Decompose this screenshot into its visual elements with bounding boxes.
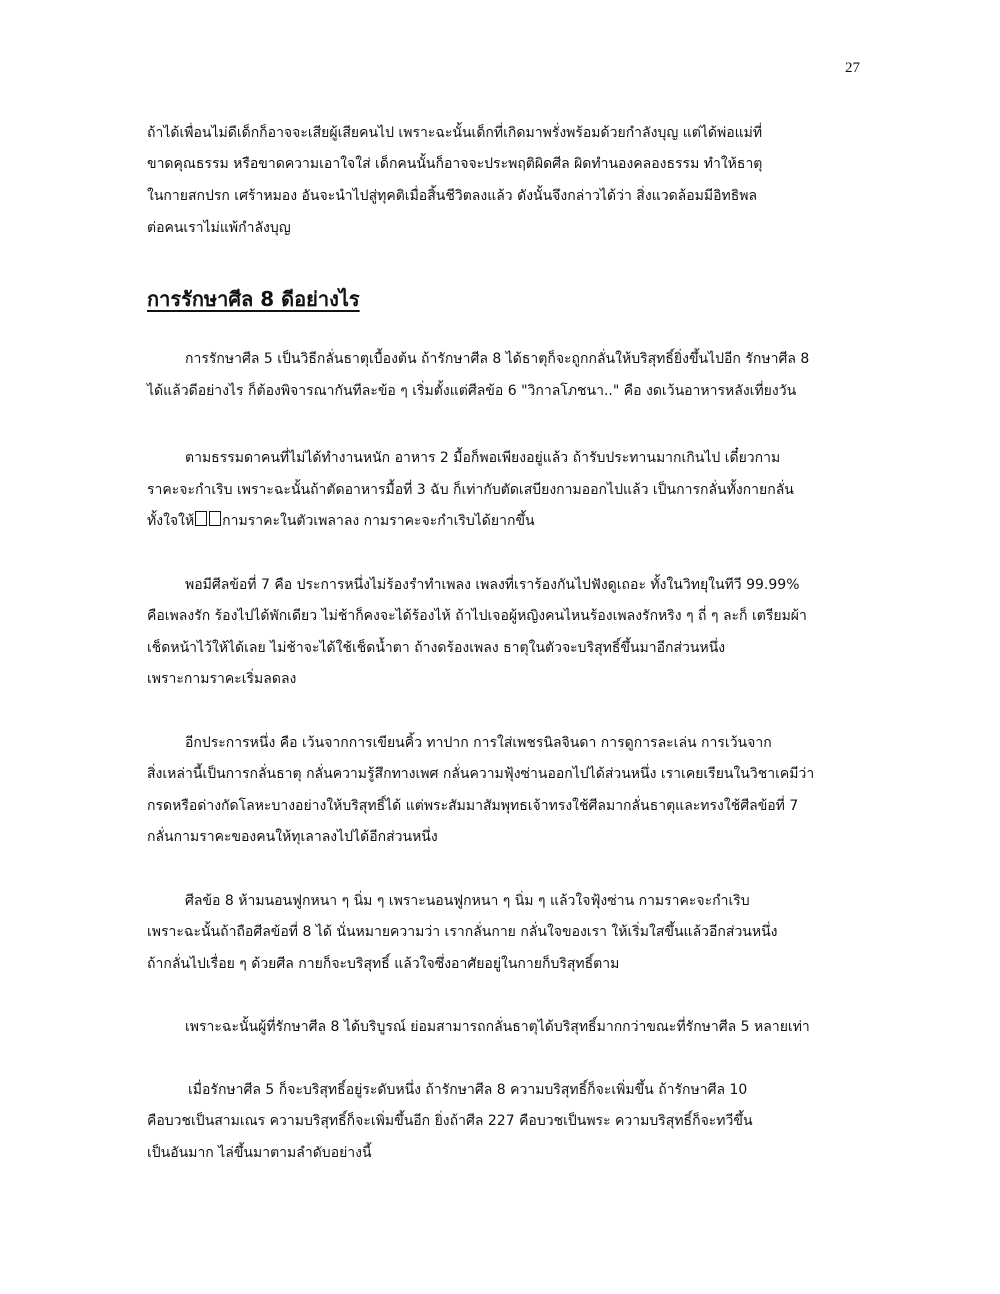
missing-glyph-box <box>195 511 207 526</box>
p4-line-2: สิ่งเหล่านี้เป็นการกลั่นธาตุ กลั่นความรู้สึกทางเพศ กลั่นความฟุ้งซ่านออกไปได้ส่วนหนึ่ง เราเคยเรียนในวิชาเคมีว่า <box>147 766 815 782</box>
p4-line-1: อีกประการหนึ่ง คือ เว้นจากการเขียนคิ้ว ทาปาก การใส่เพชรนิลจินดา การดูการละเล่น การเว้นจาก <box>185 735 772 751</box>
page-number: 27 <box>845 60 860 76</box>
p2-line-3-end: กามราคะในตัวเพลาลง กามราคะจะกำเริบได้ยากขึ้น <box>222 513 535 529</box>
p6-line-1: เพราะฉะนั้นผู้ที่รักษาศีล 8 ได้บริบูรณ์ ย่อมสามารถกลั่นธาตุได้บริสุทธิ์มากกว่าขณะที่รักษาศีล 5 หลายเท่า <box>185 1019 810 1035</box>
p4-line-4: กลั่นกามราคะของคนให้ทุเลาลงไปได้อีกส่วนหนึ่ง <box>147 829 438 845</box>
p5-line-1: ศีลข้อ 8 ห้ามนอนฟูกหนา ๆ นิ่ม ๆ เพราะนอนฟูกหนา ๆ นิ่ม ๆ แล้วใจฟุ้งซ่าน กามราคะจะกำเริบ <box>185 893 750 909</box>
p2-line-3-start: ทั้งใจให้ <box>147 513 195 529</box>
intro-line-2: ขาดคุณธรรม หรือขาดความเอาใจใส่ เด็กคนนั้นก็อาจจะประพฤติผิดศีล ผิดทำนองคลองธรรม ทำให้ธาตุ <box>147 156 763 172</box>
p3-line-3: เช็ดหน้าไว้ให้ได้เลย ไม่ช้าจะได้ใช้เช็ดน้ำตา ถ้างดร้องเพลง ธาตุในตัวจะบริสุทธิ์ขึ้นมาอีกส่วนหนึ่ง <box>147 640 726 656</box>
p3-line-2: คือเพลงรัก ร้องไปได้พักเดียว ไม่ช้าก็คงจะได้ร้องไห้ ถ้าไปเจอผู้หญิงคนไหนร้องเพลงรักหริง ๆ ถี่ ๆ ละก็ เตรียมผ้า <box>147 608 807 624</box>
p5-line-2: เพราะฉะนั้นถ้าถือศีลข้อที่ 8 ได้ นั่นหมายความว่า เรากลั่นกาย กลั่นใจของเรา ให้เริ่มใสขึ้นแล้วอีกส่วนหนึ่ง <box>147 924 778 940</box>
intro-line-1: ถ้าได้เพื่อนไม่ดีเด็กก็อาจจะเสียผู้เสียคนไป เพราะฉะนั้นเด็กที่เกิดมาพรั่งพร้อมด้วยกำลังบุญ แต่ได้พ่อแม่ที่ <box>147 125 763 141</box>
p1-line-2: ได้แล้วดีอย่างไร ก็ต้องพิจารณากันทีละข้อ ๆ เริ่มตั้งแต่ศีลข้อ 6 "วิกาลโภชนา.." คือ งดเว้นอาหารหลังเที่ยงวัน <box>147 383 797 399</box>
p1-line-1: การรักษาศีล 5 เป็นวิธีกลั่นธาตุเบื้องต้น ถ้ารักษาศีล 8 ได้ธาตุก็จะถูกกลั่นให้บริสุทธิ์ยิ่งขึ้นไปอีก รักษาศีล 8 <box>185 351 810 367</box>
p7-line-3: เป็นอันมาก ไล่ขึ้นมาตามลำดับอย่างนี้ <box>147 1145 372 1161</box>
p3-line-4: เพราะกามราคะเริ่มลดลง <box>147 671 297 687</box>
p7-line-2: คือบวชเป็นสามเณร ความบริสุทธิ์ก็จะเพิ่มขึ้นอีก ยิ่งถ้าศีล 227 คือบวชเป็นพระ ความบริสุทธิ์ก็จะทวีขึ้น <box>147 1113 753 1129</box>
p3-line-1: พอมีศีลข้อที่ 7 คือ ประการหนึ่งไม่ร้องรำทำเพลง เพลงที่เราร้องกันไปฟังดูเถอะ ทั้งในวิทยุในทีวี 99.99% <box>185 577 800 593</box>
p2-line-1: ตามธรรมดาคนที่ไม่ได้ทำงานหนัก อาหาร 2 มื้อก็พอเพียงอยู่แล้ว ถ้ารับประทานมากเกินไป เดี๋ยวกาม <box>185 450 781 466</box>
p2-line-2: ราคะจะกำเริบ เพราะฉะนั้นถ้าตัดอาหารมื้อที่ 3 ฉับ ก็เท่ากับตัดเสบียงกามออกไปแล้ว เป็นการกลั่นทั้งกายกลั่น <box>147 482 794 498</box>
section-heading: การรักษาศีล 8 ดีอย่างไร <box>147 287 360 311</box>
p2-line-3 <box>147 511 535 531</box>
p4-line-3: กรดหรือด่างกัดโลหะบางอย่างให้บริสุทธิ์ได้ แต่พระสัมมาสัมพุทธเจ้าทรงใช้ศีลมากลั่นธาตุและทรงใช้ศีลข้อที่ 7 <box>147 798 799 814</box>
intro-line-4: ต่อคนเราไม่แพ้กำลังบุญ <box>147 220 291 236</box>
p5-line-3: ถ้ากลั่นไปเรื่อย ๆ ด้วยศีล กายก็จะบริสุทธิ์ แล้วใจซึ่งอาศัยอยู่ในกายก็บริสุทธิ์ตาม <box>147 956 620 972</box>
p7-line-1: เมื่อรักษาศีล 5 ก็จะบริสุทธิ์อยู่ระดับหนึ่ง ถ้ารักษาศีล 8 ความบริสุทธิ์ก็จะเพิ่มขึ้น ถ้ารักษาศีล 10 <box>188 1082 748 1098</box>
missing-glyph-box <box>209 511 221 526</box>
intro-line-3: ในกายสกปรก เศร้าหมอง อันจะนำไปสู่ทุคติเมื่อสิ้นชีวิตลงแล้ว ดังนั้นจึงกล่าวได้ว่า สิ่งแวดล้อมมีอิทธิพล <box>147 188 758 204</box>
